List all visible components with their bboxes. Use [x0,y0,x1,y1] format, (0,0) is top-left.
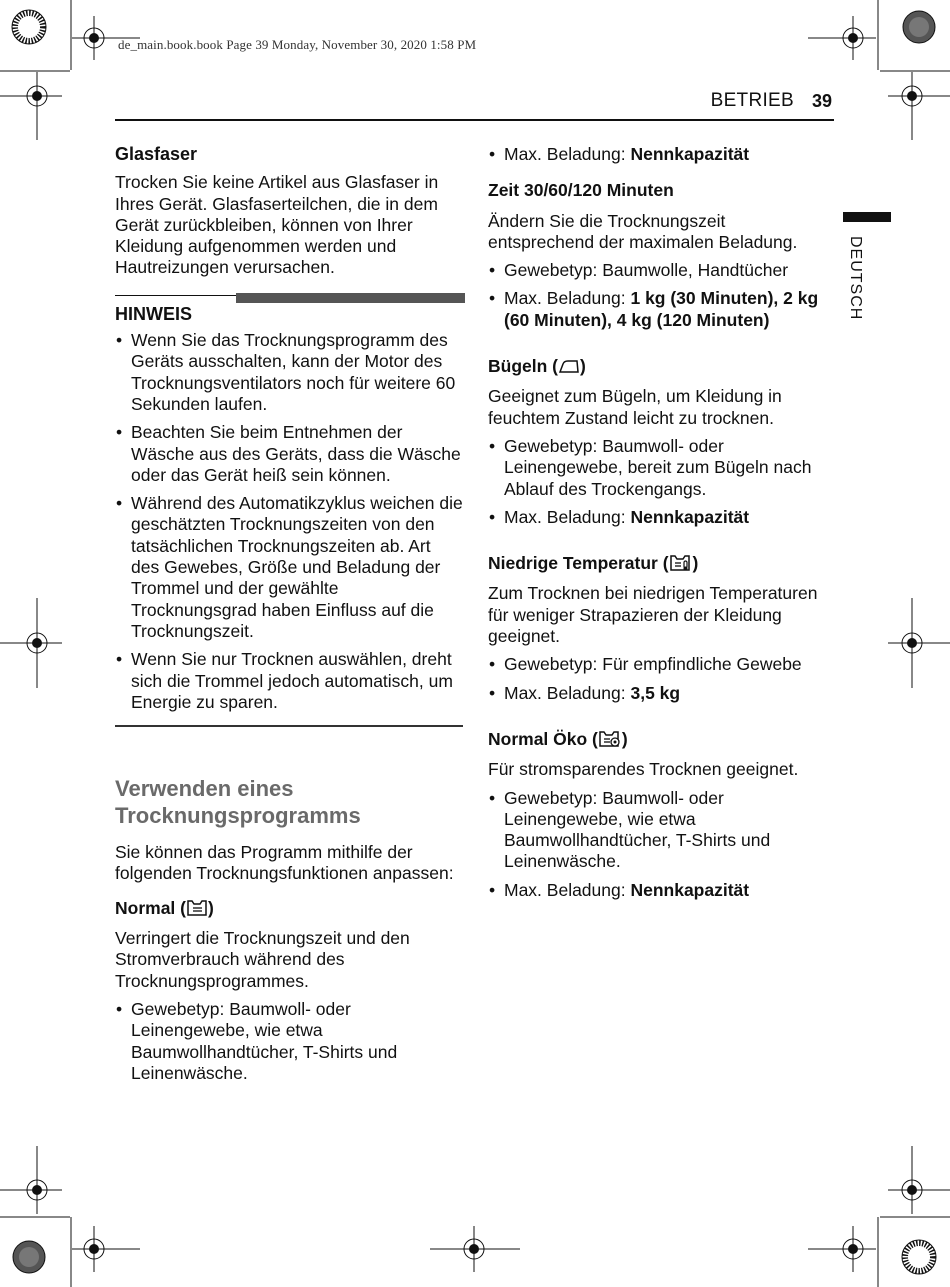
item-label: Max. Beladung: [504,144,631,164]
normal-text: Verringert die Trocknungszeit und den Stromverbrauch während des Trocknungsprogrammes. [115,928,410,991]
glasfaser-text: Trocken Sie keine Artikel aus Glasfaser in Ihres Gerät. Glasfaserteilchen, die in dem Gerät zurückbleiben, können von Ihrer Kleidung aufgenommen werden und Hautreizungen verursachen. [115,172,439,278]
item-label: Max. Beladung: [504,506,631,527]
item-label: Max. Beladung: [504,682,631,703]
normal-heading-close: ) [207,897,214,918]
note-end-rule [115,725,463,727]
oeko-heading-close: ) [621,728,628,749]
niedrig-heading-text: Niedrige Temperatur ( [488,553,669,574]
zeit-text: Ändern Sie die Trocknungszeit entsprechend der maximalen Beladung. [488,210,798,252]
note-box [115,295,463,727]
list-item [488,288,836,331]
buegeln-heading [488,356,836,377]
niedrig-list [488,654,836,704]
niedrig-heading [488,553,836,574]
top-list [488,144,836,165]
buegeln-heading-close: ) [580,356,586,377]
header-rule [115,119,834,121]
normal-heading [115,898,463,919]
zeit-heading: Zeit 30/60/120 Minuten [488,180,674,201]
list-item: • Während des Automatikzyklus weichen die geschätzten Trocknungszeiten von den tatsächlichen Trocknungszeiten ab. Art des Gewebes, Größe und Beladung der Trommel und der gewählte Trocknungsgrad haben Einfluss auf die Trocknungszeit. [115,493,463,642]
item-value: Nennkapazität [630,879,750,900]
normal-dry-icon [186,899,208,917]
list-item [488,683,836,704]
glasfaser-heading: Glasfaser [115,144,198,164]
oeko-text: Für stromsparendes Trocknen geeignet. [488,759,799,780]
eco-icon [598,730,622,748]
list-item [488,880,836,901]
list-item: • Gewebetyp: Für empfindliche Gewebe [488,654,836,675]
list-item: • Gewebetyp: Baumwoll- oder Leinengewebe, bereit zum Bügeln nach Ablauf des Trockengangs. [488,436,836,500]
side-tab-bar [843,212,891,222]
buegeln-heading-text: Bügeln ( [488,356,558,377]
header-section-title: BETRIEB [710,90,794,111]
note-heading: HINWEIS [115,303,193,324]
buegeln-list [488,436,836,528]
section-intro: Sie können das Programm mithilfe der folgenden Trocknungsfunktionen anpassen: [115,842,454,884]
buegeln-text: Geeignet zum Bügeln, um Kleidung in feuchtem Zustand leicht zu trocknen. [488,386,782,428]
item-value: Nennkapazität [630,144,750,164]
item-value: Nennkapazität [630,506,750,527]
normal-list [115,999,463,1084]
oeko-list [488,788,836,901]
side-tab-language: DEUTSCH [847,236,864,321]
list-item: • Gewebetyp: Baumwoll- oder Leinengewebe, wie etwa Baumwollhandtücher, T-Shirts und Leinenwäsche. [488,788,836,873]
list-item: • Wenn Sie nur Trocknen auswählen, dreht sich die Trommel jedoch automatisch, um Energie zu sparen. [115,649,463,713]
note-list [115,330,463,713]
note-bar [236,293,465,303]
item-label: Max. Beladung: [504,288,631,309]
zeit-list [488,260,836,331]
list-item: • Gewebetyp: Baumwoll- oder Leinengewebe, wie etwa Baumwollhandtücher, T-Shirts und Leinenwäsche. [115,999,463,1084]
list-item: • Gewebetyp: Baumwolle, Handtücher [488,260,836,281]
item-value: 3,5 kg [630,682,681,703]
list-item: • Wenn Sie das Trocknungsprogramm des Geräts ausschalten, kann der Motor des Trocknungsventilators noch für weitere 60 Sekunden laufen. [115,330,463,415]
list-item [488,144,836,165]
niedrig-heading-close: ) [692,553,699,574]
list-item [488,507,836,528]
oeko-heading [488,729,836,750]
niedrig-text: Zum Trocknen bei niedrigen Temperaturen für weniger Strapazieren der Kleidung geeignet. [488,583,818,647]
iron-icon [558,357,580,375]
normal-heading-text: Normal ( [115,897,186,918]
list-item: • Beachten Sie beim Entnehmen der Wäsche aus des Geräts, dass die Wäsche oder das Gerät heiß sein können. [115,422,463,486]
left-column [115,143,463,1084]
section-heading: Verwenden eines Trocknungsprogramms [115,776,361,829]
low-temperature-icon [669,554,693,572]
page-number: 39 [812,91,833,111]
item-value: 1 kg (30 Minuten), 2 kg (60 Minuten), 4 kg (120 Minuten) [504,288,819,330]
item-label: Max. Beladung: [504,879,631,900]
right-column [488,143,836,901]
print-slug: de_main.book.book Page 39 Monday, November 30, 2020 1:58 PM [118,37,477,52]
oeko-heading-text: Normal Öko ( [488,728,598,749]
